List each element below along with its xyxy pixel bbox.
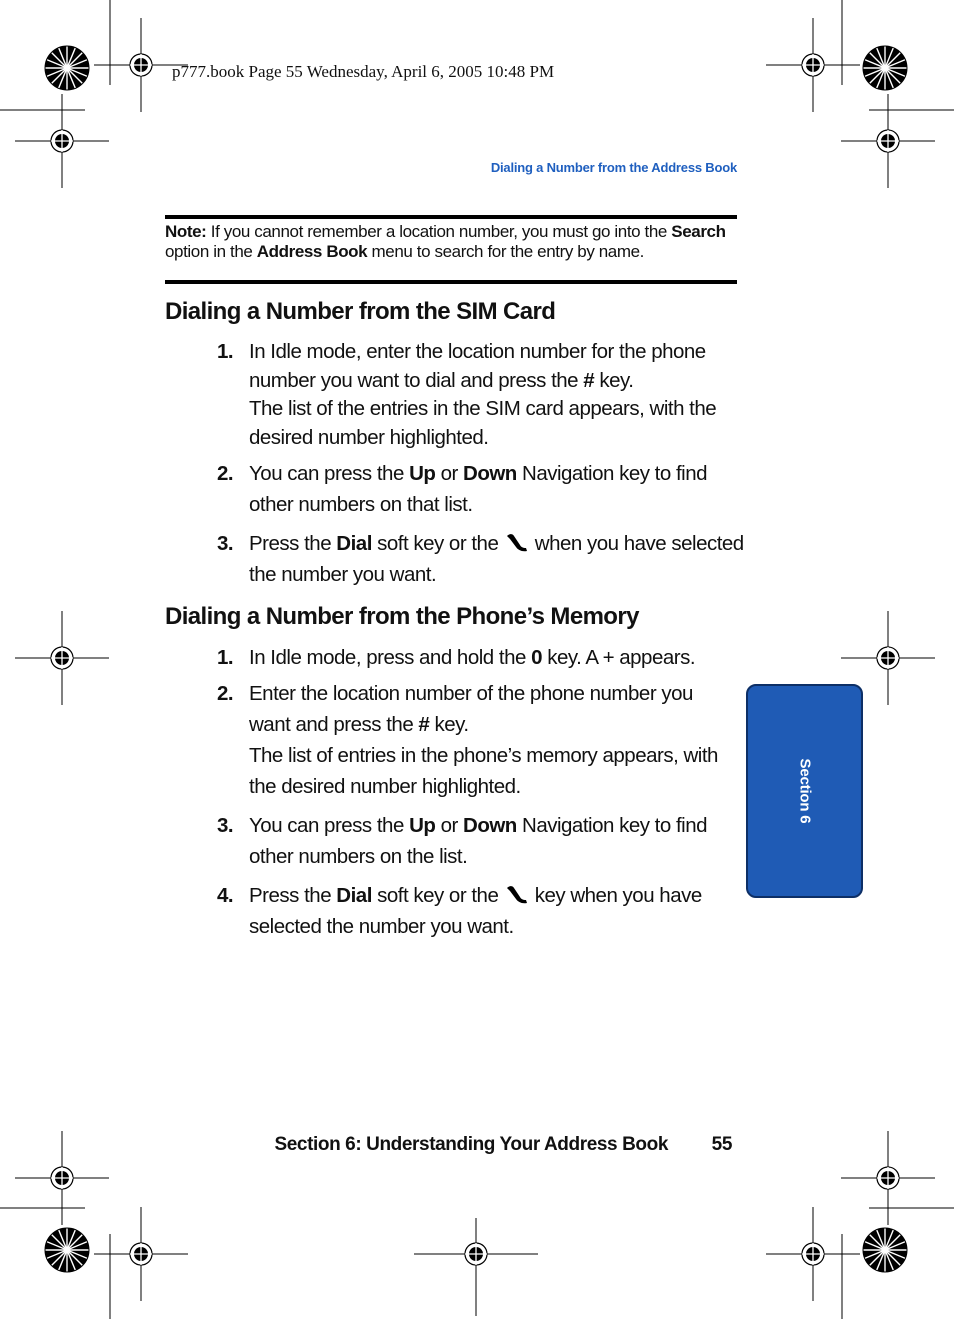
note-bold-address-book: Address Book bbox=[256, 242, 368, 261]
step-text: Press the bbox=[249, 532, 337, 555]
step-key-dial: Dial bbox=[336, 884, 372, 907]
step-body bbox=[249, 642, 749, 673]
step-number: 2. bbox=[217, 462, 234, 485]
step-result-text: The list of entries in the phone’s memory appears, with the desired number highlighted. bbox=[249, 744, 718, 798]
note-text-3: menu to search for the entry by name. bbox=[367, 242, 644, 261]
step-key-down: Down bbox=[463, 814, 517, 837]
step-number: 2. bbox=[217, 682, 234, 705]
note-block bbox=[165, 222, 740, 262]
note-text-1: If you cannot remember a location number, you must go into the bbox=[206, 222, 672, 241]
note-text-2: option in the bbox=[165, 242, 257, 261]
note-top-rule bbox=[165, 215, 737, 219]
step-text: when you have selected the number you want. bbox=[249, 532, 744, 586]
running-head: Dialing a Number from the Address Book bbox=[490, 160, 737, 175]
step-body bbox=[249, 458, 749, 520]
step-number: 1. bbox=[217, 646, 234, 669]
phone-send-icon bbox=[504, 531, 530, 553]
page-number: 55 bbox=[711, 1134, 732, 1155]
phone-send-icon bbox=[504, 883, 530, 905]
step-text: key when you have selected the number you want. bbox=[249, 884, 702, 938]
step-body bbox=[249, 528, 749, 590]
step-text: or bbox=[435, 814, 464, 837]
step-text: soft key or the bbox=[371, 884, 504, 907]
step-text: In Idle mode, enter the location number for the phone number you want to dial and press the bbox=[249, 340, 706, 392]
step-text: You can press the bbox=[249, 462, 410, 485]
step-text: You can press the bbox=[249, 814, 410, 837]
step-body bbox=[249, 810, 729, 872]
section-tab-label: Section 6 bbox=[796, 758, 813, 824]
step-text: Navigation key to find other numbers on the list. bbox=[249, 814, 708, 868]
step-text: key. A + appears. bbox=[542, 646, 696, 669]
step-key-up: Up bbox=[409, 814, 436, 837]
step-body bbox=[249, 678, 729, 802]
step-text: Navigation key to find other numbers on that list. bbox=[249, 462, 708, 516]
step-number: 4. bbox=[217, 884, 234, 907]
note-bottom-rule bbox=[165, 280, 737, 284]
step-key-up: Up bbox=[409, 462, 436, 485]
step-text: soft key or the bbox=[371, 532, 504, 555]
section-tab bbox=[746, 684, 863, 898]
step-key-zero: 0 bbox=[531, 646, 542, 669]
book-slug: p777.book Page 55 Wednesday, April 6, 2005 10:48 PM bbox=[172, 62, 555, 81]
step-text: key. bbox=[594, 368, 634, 392]
step-number: 3. bbox=[217, 814, 234, 837]
step-key-hash: # bbox=[418, 713, 430, 736]
heading-sim-card: Dialing a Number from the SIM Card bbox=[165, 298, 556, 325]
step-key-down: Down bbox=[463, 462, 517, 485]
step-key-hash: # bbox=[583, 368, 595, 392]
step-text: Enter the location number of the phone number you want and press the bbox=[249, 682, 693, 736]
step-number: 3. bbox=[217, 532, 234, 555]
step-number: 1. bbox=[217, 340, 234, 363]
step-text: or bbox=[435, 462, 464, 485]
step-key-dial: Dial bbox=[336, 532, 372, 555]
note-label: Note: bbox=[165, 222, 207, 241]
step-text: Press the bbox=[249, 884, 337, 907]
step-result-text: The list of the entries in the SIM card appears, with the desired number highlighted. bbox=[249, 397, 717, 449]
heading-phone-memory: Dialing a Number from the Phone’s Memory bbox=[165, 603, 639, 630]
note-bold-search: Search bbox=[671, 222, 726, 241]
step-body bbox=[249, 338, 749, 452]
step-text: In Idle mode, press and hold the bbox=[249, 646, 532, 669]
step-text: key. bbox=[429, 713, 469, 736]
footer-title: Section 6: Understanding Your Address Book bbox=[274, 1134, 668, 1155]
step-body bbox=[249, 880, 729, 942]
